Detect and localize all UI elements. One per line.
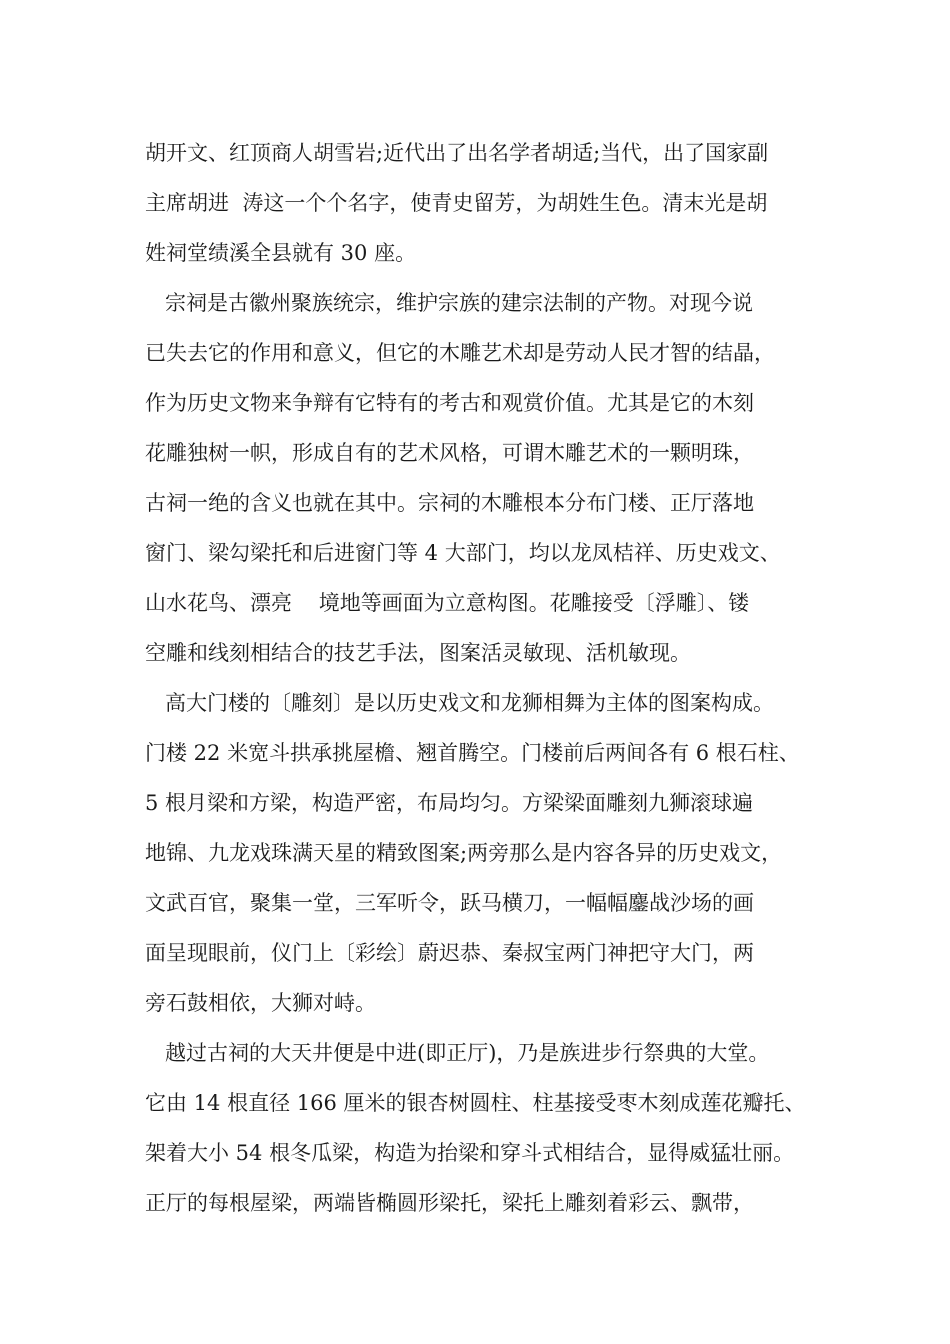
text-line: 门楼 22 米宽斗拱承挑屋檐、翘首腾空。门楼前后两间各有 6 根石柱、 bbox=[145, 741, 800, 765]
text-line: 古祠一绝的含义也就在其中。宗祠的木雕根本分布门楼、正厅落地 bbox=[145, 491, 754, 515]
body-text bbox=[145, 128, 835, 1228]
text-line: 作为历史文物来争辩有它特有的考古和观赏价值。尤其是它的木刻 bbox=[145, 391, 754, 415]
text-line: 胡开文、红顶商人胡雪岩;近代出了出名学者胡适;当代，出了国家副 bbox=[145, 141, 769, 165]
text-line: 空雕和线刻相结合的技艺手法，图案活灵敏现、活机敏现。 bbox=[145, 641, 691, 665]
text-line: 窗门、梁勾梁托和后进窗门等 4 大部门，均以龙凤桔祥、历史戏文、 bbox=[145, 541, 781, 565]
text-line: 宗祠是古徽州聚族统宗，维护宗族的建宗法制的产物。对现今说 bbox=[145, 291, 754, 315]
text-line: 文武百官，聚集一堂，三军听令，跃马横刀，一幅幅鏖战沙场的画 bbox=[145, 891, 754, 915]
text-line: 正厅的每根屋梁，两端皆椭圆形梁托，梁托上雕刻着彩云、飘带， bbox=[145, 1191, 754, 1215]
text-line: 地锦、九龙戏珠满天星的精致图案;两旁那么是内容各异的历史戏文， bbox=[145, 841, 783, 865]
text-line: 面呈现眼前，仪门上〔彩绘〕蔚迟恭、秦叔宝两门神把守大门，两 bbox=[145, 941, 754, 965]
text-line: 已失去它的作用和意义，但它的木雕艺术却是劳动人民才智的结晶， bbox=[145, 341, 775, 365]
text-line: 5 根月梁和方梁，构造严密，布局均匀。方梁梁面雕刻九狮滚球遍 bbox=[145, 791, 754, 815]
text-line: 架着大小 54 根冬瓜梁，构造为抬梁和穿斗式相结合，显得威猛壮丽。 bbox=[145, 1141, 795, 1165]
text-line: 它由 14 根直径 166 厘米的银杏树圆柱、柱基接受枣木刻成莲花瓣托、 bbox=[145, 1091, 806, 1115]
text-line: 越过古祠的大天井便是中进(即正厅)，乃是族进步行祭典的大堂。 bbox=[145, 1041, 770, 1065]
text-line: 花雕独树一帜，形成自有的艺术风格，可谓木雕艺术的一颗明珠， bbox=[145, 441, 754, 465]
text-line: 山水花鸟、漂亮 境地等画面为立意构图。花雕接受〔浮雕〕、镂 bbox=[145, 591, 750, 615]
text-line: 旁石鼓相依，大狮对峙。 bbox=[145, 991, 376, 1015]
text-line: 主席胡进 涛这一个个名字，使青史留芳，为胡姓生色。清末光是胡 bbox=[145, 191, 768, 215]
text-line: 姓祠堂绩溪全县就有 30 座。 bbox=[145, 241, 417, 265]
text-line: 高大门楼的〔雕刻〕是以历史戏文和龙狮相舞为主体的图案构成。 bbox=[145, 691, 775, 715]
